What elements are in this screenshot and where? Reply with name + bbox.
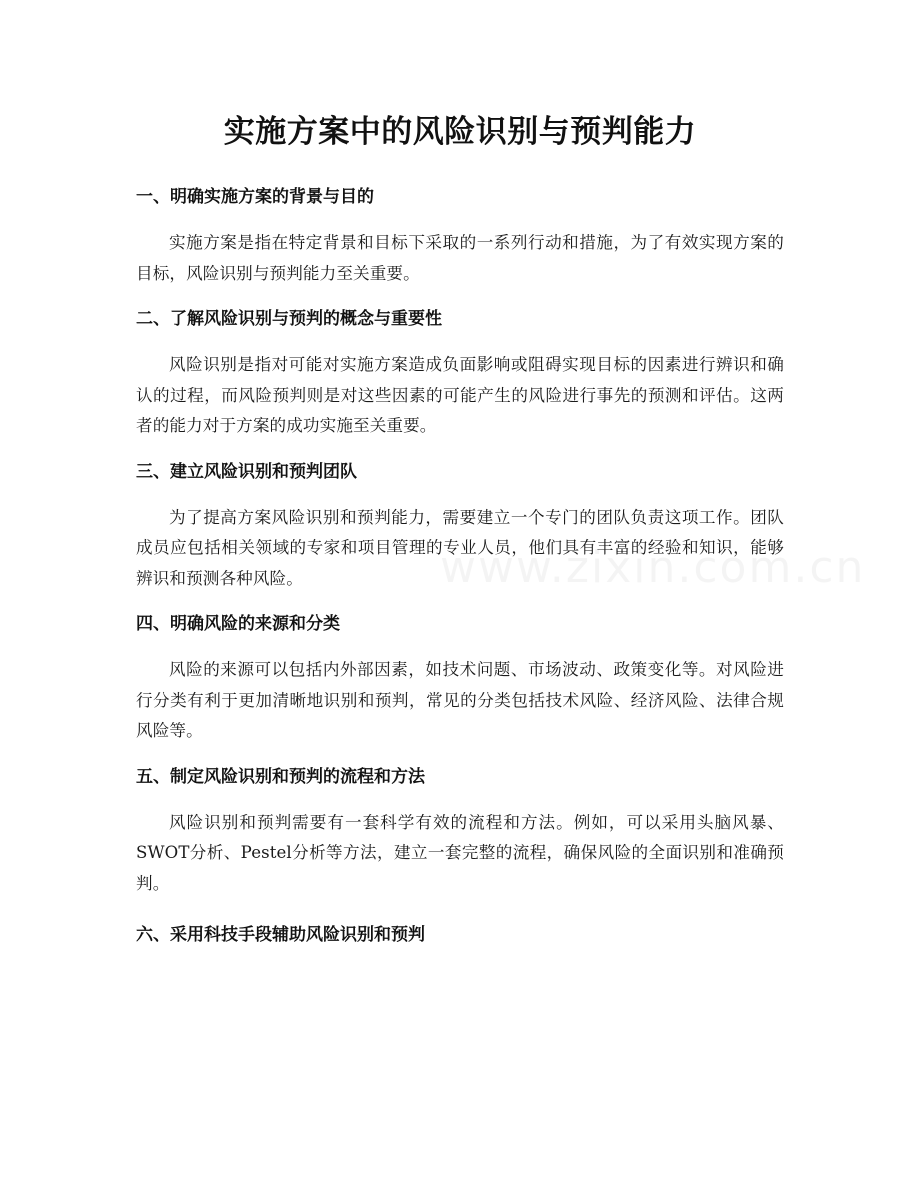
section-body-4: 风险的来源可以包括内外部因素，如技术问题、市场波动、政策变化等。对风险进行分类有利于更加清晰地识别和预判，常见的分类包括技术风险、经济风险、法律合规风险等。 — [136, 660, 784, 740]
page-title: 实施方案中的风险识别与预判能力 — [223, 114, 697, 150]
section-body-1: 实施方案是指在特定背景和目标下采取的一系列行动和措施，为了有效实现方案的目标，风险识别与预判能力至关重要。 — [136, 233, 784, 283]
section-body-2: 风险识别是指对可能对实施方案造成负面影响或阻碍实现目标的因素进行辨识和确认的过程，而风险预判则是对这些因素的可能产生的风险进行事先的预测和评估。这两者的能力对于方案的成功实施至关重要。 — [136, 355, 784, 435]
section-heading-4: 四、明确风险的来源和分类 — [136, 614, 340, 634]
section-heading-6: 六、采用科技手段辅助风险识别和预判 — [136, 925, 425, 945]
section-heading-2: 二、了解风险识别与预判的概念与重要性 — [136, 309, 442, 329]
section-heading-5: 五、制定风险识别和预判的流程和方法 — [136, 766, 425, 787]
section-heading-3: 三、建立风险识别和预判团队 — [136, 461, 357, 482]
section-body-3: 为了提高方案风险识别和预判能力，需要建立一个专门的团队负责这项工作。团队成员应包括相关领域的专家和项目管理的专业人员，他们具有丰富的经验和知识，能够辨识和预测各种风险。 — [136, 507, 784, 588]
section-heading-1: 一、明确实施方案的背景与目的 — [136, 187, 374, 207]
section-body-5: 风险识别和预判需要有一套科学有效的流程和方法。例如，可以采用头脑风暴、SWOT分析、Pestel分析等方法，建立一套完整的流程，确保风险的全面识别和准确预判。 — [136, 812, 784, 893]
